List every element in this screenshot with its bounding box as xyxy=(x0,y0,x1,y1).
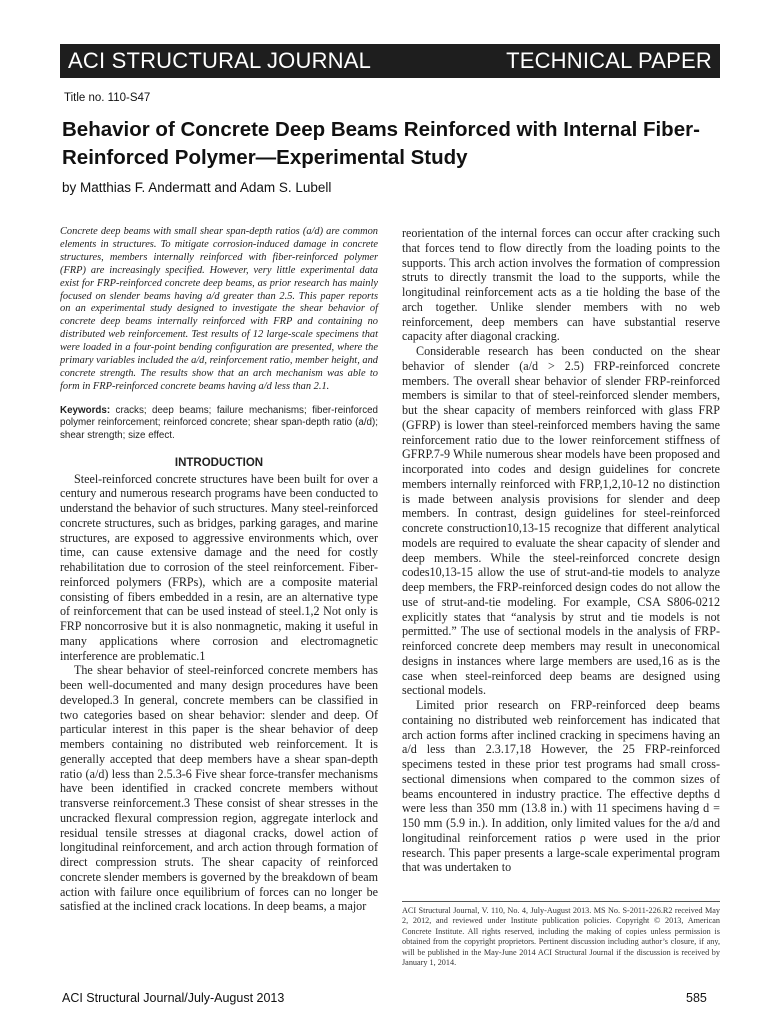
paper-category: TECHNICAL PAPER xyxy=(506,48,712,73)
author-byline: by Matthias F. Andermatt and Adam S. Lubell xyxy=(62,180,332,195)
keywords-label: Keywords: xyxy=(60,404,111,416)
intro-paragraph-5: Limited prior research on FRP-reinforced deep beams containing no distributed web reinforcement has indicated that arch action forms after inclined cracking in specimens having an a/d less than 2.3.17,18 However, the 25 FRP-reinforced specimens tested in these prior test programs had small cross-sectional dimensions when compared to the common sizes of beams encountered in industry practice. The effective depths d were less than 350 mm (13.8 in.) with 11 specimens having d = 150 mm (5.9 in.). In addition, only limited values for the a/d and longitudinal reinforcement ratios ρ were used in the prior research. This paper presents a large-scale experimental program that was undertaken to xyxy=(402,698,720,875)
footer-page-number: 585 xyxy=(686,991,707,1005)
paper-title: Behavior of Concrete Deep Beams Reinforced with Internal Fiber-Reinforced Polymer—Experimental Study xyxy=(62,118,700,169)
intro-paragraph-2: The shear behavior of steel-reinforced concrete members has been well-documented and many design procedures have been developed.3 In general, concrete members can be classified in two categories based on shear behavior: slender and deep. Of particular interest in this paper is the shear behavior of deep members containing no distributed web reinforcement. It is generally accepted that deep members have a shear span-depth ratio (a/d) less than 2.5.3-6 Five shear force-transfer mechanisms have been identified in cracked concrete members without transverse reinforcement.3 These consist of shear stresses in the uncracked flexural compression region, aggregate interlock and residual tensile stresses at diagonal cracks, dowel action of longitudinal reinforcement, and arch action through formation of direct compression struts. The shear capacity of reinforced concrete slender members is governed by the breakdown of beam action with failure once equilibrium of forces can no longer be satisfied at the inclined crack locations. In deep beams, a major xyxy=(60,663,378,914)
footer-journal-issue: ACI Structural Journal/July-August 2013 xyxy=(62,991,285,1005)
intro-paragraph-3: reorientation of the internal forces can occur after cracking such that forces tend to flow directly from the loading points to the supports. This arch action involves the formation of compression struts to directly transmit the load to the supports, while the longitudinal reinforcement acts as a tie holding the base of the arch together. Unlike slender members with no web reinforcement, deep members can have substantial reserve capacity after diagonal cracking. xyxy=(402,226,720,344)
journal-name: ACI STRUCTURAL JOURNAL xyxy=(68,48,372,73)
journal-banner xyxy=(60,44,720,78)
intro-paragraph-4: Considerable research has been conducted on the shear behavior of slender (a/d > 2.5) FRP-reinforced concrete members. The overall shear behavior of slender FRP-reinforced members is similar to that of steel-reinforced slender members, but the shear capacity of members reinforced with glass FRP (GFRP) is lower than steel-reinforced members having the same reinforcement ratio due to the lower reinforcement stiffness of GFRP.7-9 While numerous shear models have been proposed and incorporated into codes and design guidelines for concrete members internally reinforced with FRP,1,2,10-12 no distinction is made between analysis provisions for slender and deep members. In contrast, design guidelines for steel-reinforced concrete construction10,13-15 recognize that different analytical models are required to evaluate the shear capacity of slender and deep members. While the steel-reinforced concrete design codes10,13-15 allow the use of strut-and-tie models to analyze deep members, the FRP-reinforced design codes do not allow the use of strut-and-tie modeling. For example, CSA S806-0212 explicitly states that “analysis by strut and tie models is not permitted.” The use of sectional models in the analysis of FRP-reinforced concrete deep members may result in uneconomical designs in instances where large members are used,16 as is the case when steel-reinforced deep beams are designed using sectional models. xyxy=(402,344,720,698)
right-column xyxy=(402,226,720,875)
footnote-rule xyxy=(402,901,720,902)
keywords-text: cracks; deep beams; failure mechanisms; fiber-reinforced polymer reinforcement; reinforced concrete; shear span-depth ratio (a/d); shear strength; size effect. xyxy=(60,404,378,441)
title-number: Title no. 110-S47 xyxy=(64,92,151,104)
left-column xyxy=(60,226,378,914)
introduction-heading: INTRODUCTION xyxy=(174,456,264,469)
keywords xyxy=(60,405,378,443)
publication-footnote: ACI Structural Journal, V. 110, No. 4, July-August 2013. MS No. S-2011-226.R2 received May 2, 2012, and reviewed under Institute publication policies. Copyright © 2013, American Concrete Institute. All rights reserved, including the making of copies unless permission is obtained from the copyright proprietors. Pertinent discussion including author’s closure, if any, will be published in the May-June 2014 ACI Structural Journal if the discussion is received by January 1, 2014. xyxy=(402,906,720,968)
intro-paragraph-1: Steel-reinforced concrete structures have been built for over a century and numerous research programs have been conducted to understand the behavior of such structures. Many steel-reinforced concrete structures, such as bridges, parking garages, and marine structures, are exposed to aggressive environments which, over time, can cause extensive damage and the need for costly rehabilitation due to corrosion of the steel reinforcement. Fiber-reinforced polymers (FRPs), which are a composite material consisting of fibers embedded in a resin, are an alternative type of reinforcement that can be used instead of steel.1,2 Not only is FRP noncorrosive but it is also nonmagnetic, making it useful in many applications where corrosion and electromagnetic interference are problematic.1 xyxy=(60,471,378,663)
abstract: Concrete deep beams with small shear span-depth ratios (a/d) are common elements in structures. To mitigate corrosion-induced damage in concrete structures, members internally reinforced with fiber-reinforced polymer (FRP) are increasingly specified. However, very little experimental data exist for FRP-reinforced concrete deep beams, as prior research has mainly focused on slender beams having a/d greater than 2.5. This paper reports on an experimental study designed to investigate the shear behavior of concrete deep beams internally reinforced with FRP and containing no distributed web reinforcement. Test results of 12 large-scale specimens that were loaded in a four-point bending configuration are presented, where the primary variables included the a/d, reinforcement ratio, member height, and concrete strength. The results show that an arch mechanism was able to form in FRP-reinforced concrete beams having a/d less than 2.1. xyxy=(60,226,378,392)
